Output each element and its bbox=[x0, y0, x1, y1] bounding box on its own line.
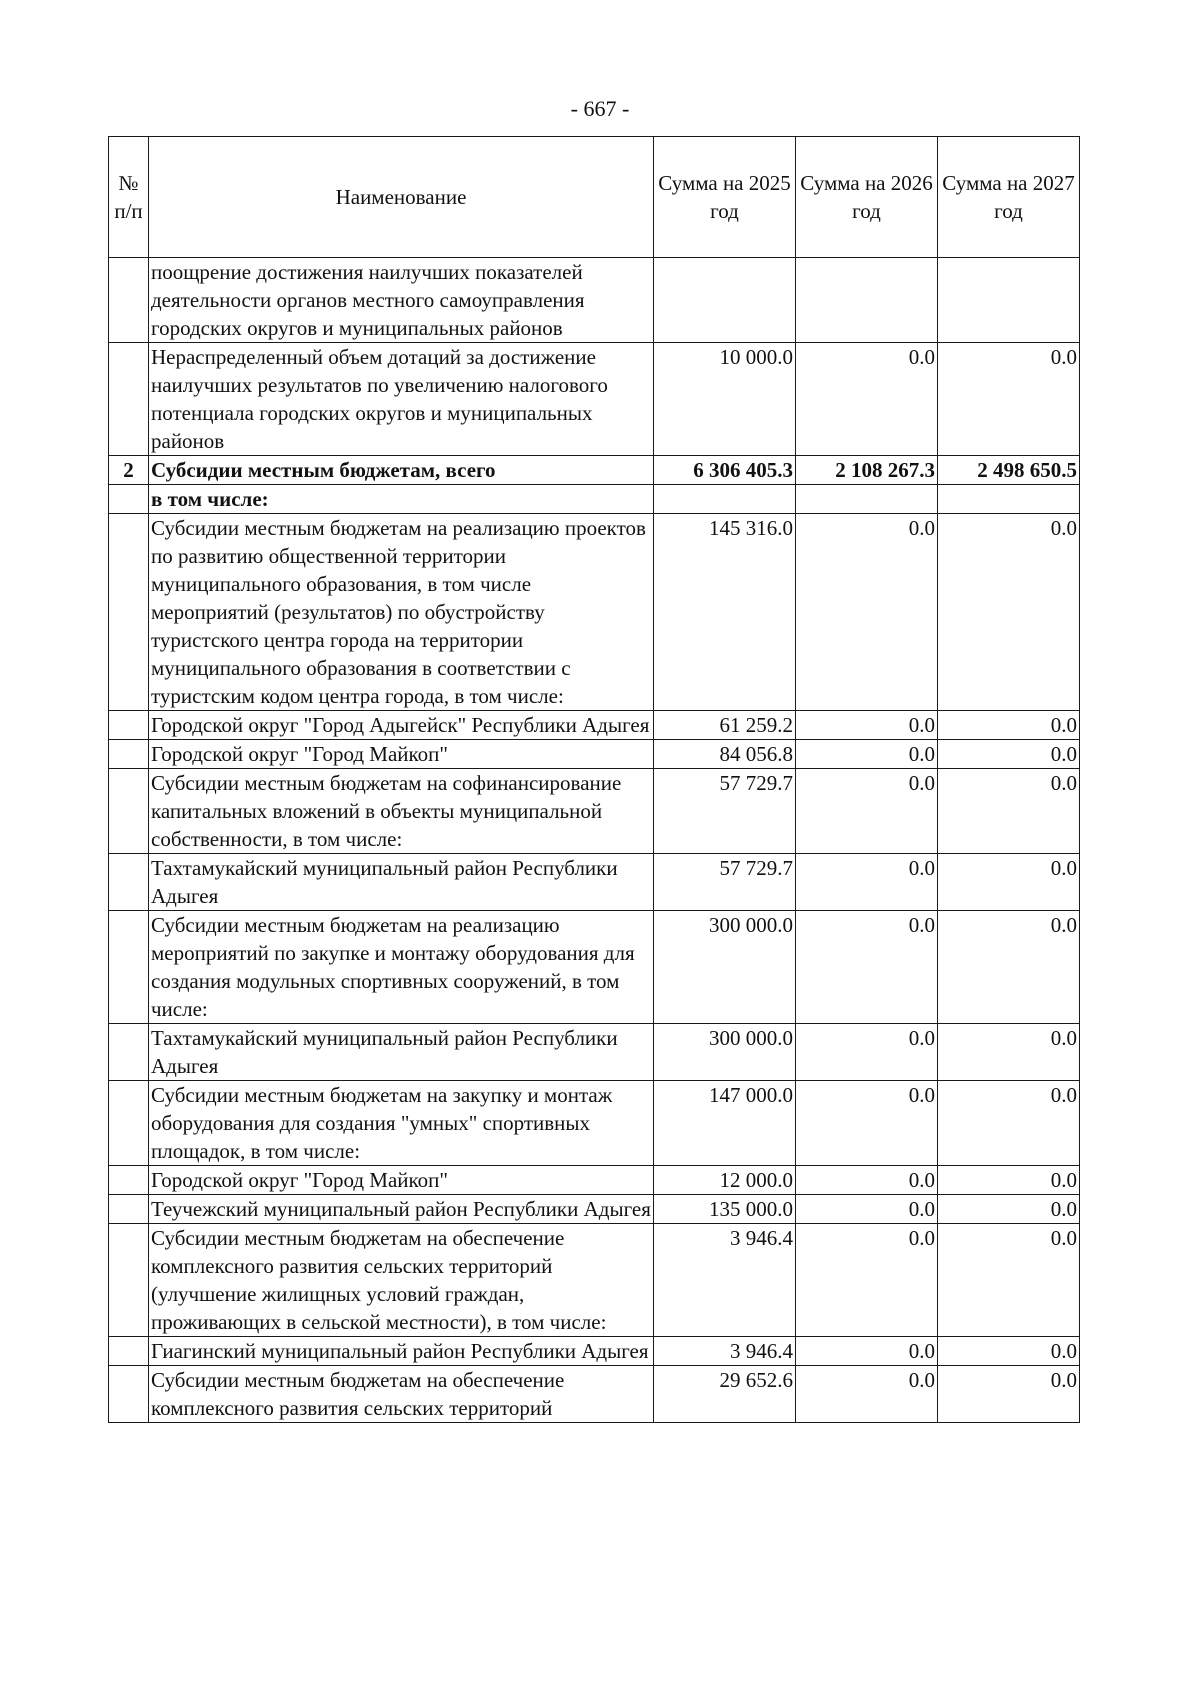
row-sum-2027: 0.0 bbox=[938, 514, 1080, 711]
row-number bbox=[109, 1337, 149, 1366]
row-number bbox=[109, 1081, 149, 1166]
table-row bbox=[109, 1224, 1080, 1337]
row-name: Субсидии местным бюджетам на софинансирование капитальных вложений в объекты муниципальной собственности, в том числе: bbox=[149, 769, 654, 854]
row-number bbox=[109, 911, 149, 1024]
row-sum-2026: 0.0 bbox=[796, 1195, 938, 1224]
row-sum-2026: 0.0 bbox=[796, 854, 938, 911]
row-sum-2026: 0.0 bbox=[796, 769, 938, 854]
row-number bbox=[109, 1224, 149, 1337]
row-number bbox=[109, 343, 149, 456]
row-sum-2027: 0.0 bbox=[938, 343, 1080, 456]
row-sum-2025: 3 946.4 bbox=[654, 1224, 796, 1337]
row-name: Субсидии местным бюджетам на обеспечение комплексного развития сельских территорий (улучшение жилищных условий граждан, проживающих в сельской местности), в том числе: bbox=[149, 1224, 654, 1337]
table-row bbox=[109, 1366, 1080, 1423]
row-sum-2025: 147 000.0 bbox=[654, 1081, 796, 1166]
row-sum-2025: 3 946.4 bbox=[654, 1337, 796, 1366]
row-number bbox=[109, 1366, 149, 1423]
row-sum-2026: 0.0 bbox=[796, 911, 938, 1024]
row-sum-2027: 0.0 bbox=[938, 1337, 1080, 1366]
row-number bbox=[109, 1024, 149, 1081]
header-2027: Сумма на 2027 год bbox=[938, 137, 1080, 258]
row-sum-2027: 0.0 bbox=[938, 1224, 1080, 1337]
table-row bbox=[109, 911, 1080, 1024]
row-name: Теучежский муниципальный район Республики Адыгея bbox=[149, 1195, 654, 1224]
row-name: Городской округ "Город Адыгейск" Республики Адыгея bbox=[149, 711, 654, 740]
row-sum-2025: 61 259.2 bbox=[654, 711, 796, 740]
row-sum-2027 bbox=[938, 485, 1080, 514]
table-row bbox=[109, 1195, 1080, 1224]
row-sum-2027: 0.0 bbox=[938, 740, 1080, 769]
row-sum-2025: 12 000.0 bbox=[654, 1166, 796, 1195]
row-sum-2025: 145 316.0 bbox=[654, 514, 796, 711]
row-sum-2026: 0.0 bbox=[796, 1024, 938, 1081]
row-sum-2025: 84 056.8 bbox=[654, 740, 796, 769]
row-sum-2026: 0.0 bbox=[796, 514, 938, 711]
table-row bbox=[109, 769, 1080, 854]
row-sum-2027: 0.0 bbox=[938, 711, 1080, 740]
row-sum-2026: 0.0 bbox=[796, 711, 938, 740]
table-row bbox=[109, 1337, 1080, 1366]
row-sum-2027 bbox=[938, 258, 1080, 343]
table-row bbox=[109, 711, 1080, 740]
row-sum-2026: 0.0 bbox=[796, 1337, 938, 1366]
row-sum-2026: 0.0 bbox=[796, 1366, 938, 1423]
table-row bbox=[109, 1024, 1080, 1081]
row-name: поощрение достижения наилучших показателей деятельности органов местного самоуправления городских округов и муниципальных районов bbox=[149, 258, 654, 343]
row-number bbox=[109, 740, 149, 769]
row-sum-2027: 0.0 bbox=[938, 1366, 1080, 1423]
row-number bbox=[109, 1195, 149, 1224]
row-sum-2025: 135 000.0 bbox=[654, 1195, 796, 1224]
row-sum-2027: 0.0 bbox=[938, 769, 1080, 854]
row-sum-2026 bbox=[796, 258, 938, 343]
row-sum-2026: 0.0 bbox=[796, 1166, 938, 1195]
table-row bbox=[109, 514, 1080, 711]
row-name: Субсидии местным бюджетам на обеспечение комплексного развития сельских территорий bbox=[149, 1366, 654, 1423]
row-name: Субсидии местным бюджетам на реализацию проектов по развитию общественной территории муниципального образования, в том числе мероприятий (результатов) по обустройству туристского центра города на территории муниципального образования в соответствии с туристским кодом центра города, в том числе: bbox=[149, 514, 654, 711]
table-row bbox=[109, 258, 1080, 343]
row-name: Тахтамукайский муниципальный район Республики Адыгея bbox=[149, 1024, 654, 1081]
row-sum-2026: 0.0 bbox=[796, 343, 938, 456]
table-row bbox=[109, 485, 1080, 514]
row-sum-2027: 0.0 bbox=[938, 854, 1080, 911]
row-sum-2025: 57 729.7 bbox=[654, 854, 796, 911]
header-2026: Сумма на 2026 год bbox=[796, 137, 938, 258]
row-sum-2026: 0.0 bbox=[796, 1224, 938, 1337]
row-number bbox=[109, 514, 149, 711]
row-sum-2027: 2 498 650.5 bbox=[938, 456, 1080, 485]
row-number bbox=[109, 711, 149, 740]
row-name: Субсидии местным бюджетам на закупку и монтаж оборудования для создания "умных" спортивных площадок, в том числе: bbox=[149, 1081, 654, 1166]
row-name: Субсидии местным бюджетам на реализацию мероприятий по закупке и монтажу оборудования для создания модульных спортивных сооружений, в том числе: bbox=[149, 911, 654, 1024]
row-sum-2027: 0.0 bbox=[938, 1166, 1080, 1195]
row-name: Городской округ "Город Майкоп" bbox=[149, 1166, 654, 1195]
row-sum-2027: 0.0 bbox=[938, 1024, 1080, 1081]
row-sum-2025: 300 000.0 bbox=[654, 911, 796, 1024]
row-number bbox=[109, 1166, 149, 1195]
row-sum-2027: 0.0 bbox=[938, 1195, 1080, 1224]
row-number bbox=[109, 485, 149, 514]
row-name: Нераспределенный объем дотаций за достижение наилучших результатов по увеличению налогового потенциала городских округов и муниципальных районов bbox=[149, 343, 654, 456]
row-sum-2025 bbox=[654, 258, 796, 343]
row-name: Тахтамукайский муниципальный район Республики Адыгея bbox=[149, 854, 654, 911]
table-header-row bbox=[109, 137, 1080, 258]
budget-table bbox=[108, 136, 1080, 1423]
row-sum-2025: 29 652.6 bbox=[654, 1366, 796, 1423]
table-row bbox=[109, 854, 1080, 911]
row-number bbox=[109, 769, 149, 854]
row-number bbox=[109, 854, 149, 911]
row-sum-2025 bbox=[654, 485, 796, 514]
header-name: Наименование bbox=[149, 137, 654, 258]
row-number bbox=[109, 258, 149, 343]
row-sum-2026: 0.0 bbox=[796, 1081, 938, 1166]
row-sum-2025: 10 000.0 bbox=[654, 343, 796, 456]
page-number: - 667 - bbox=[570, 96, 630, 121]
row-sum-2025: 57 729.7 bbox=[654, 769, 796, 854]
header-2025: Сумма на 2025 год bbox=[654, 137, 796, 258]
row-sum-2027: 0.0 bbox=[938, 911, 1080, 1024]
table-row bbox=[109, 1081, 1080, 1166]
table-row bbox=[109, 740, 1080, 769]
table-row bbox=[109, 456, 1080, 485]
header-no: № п/п bbox=[109, 137, 149, 258]
row-sum-2026 bbox=[796, 485, 938, 514]
row-sum-2027: 0.0 bbox=[938, 1081, 1080, 1166]
table-row bbox=[109, 1166, 1080, 1195]
table-row bbox=[109, 343, 1080, 456]
row-name: Городской округ "Город Майкоп" bbox=[149, 740, 654, 769]
row-sum-2026: 2 108 267.3 bbox=[796, 456, 938, 485]
row-number: 2 bbox=[109, 456, 149, 485]
row-name: в том числе: bbox=[149, 485, 654, 514]
row-name: Субсидии местным бюджетам, всего bbox=[149, 456, 654, 485]
row-sum-2025: 6 306 405.3 bbox=[654, 456, 796, 485]
row-sum-2025: 300 000.0 bbox=[654, 1024, 796, 1081]
row-sum-2026: 0.0 bbox=[796, 740, 938, 769]
row-name: Гиагинский муниципальный район Республики Адыгея bbox=[149, 1337, 654, 1366]
